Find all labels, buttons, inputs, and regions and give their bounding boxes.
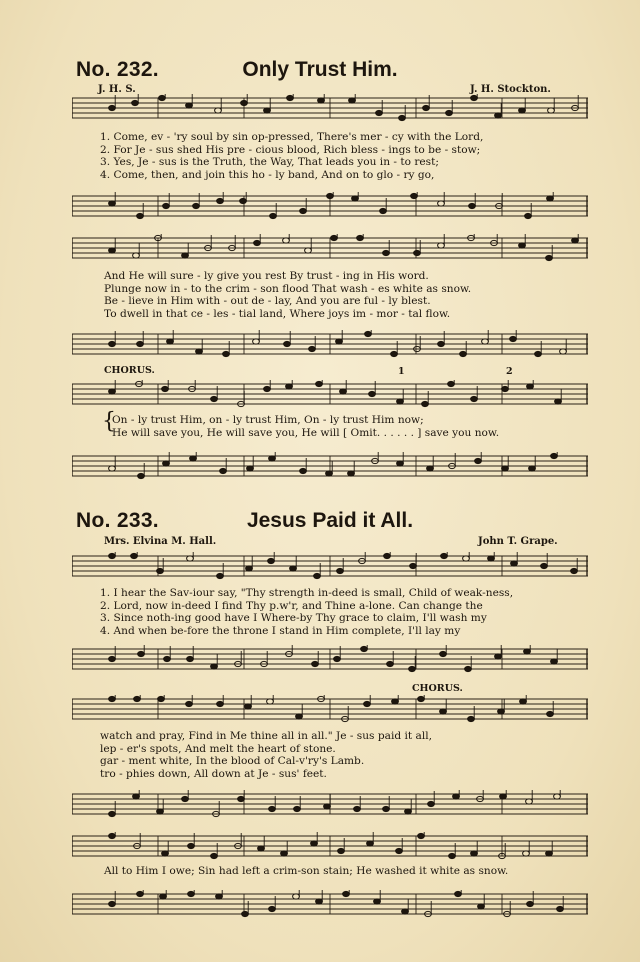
staff-lines bbox=[72, 330, 588, 368]
lyric-line: tro - phies down, All down at Je - sus' feet. bbox=[100, 767, 327, 780]
hymn-232-verses-2 bbox=[104, 270, 574, 320]
lyric-line: 2. Lord, now in-deed I find Thy p.w'r, and Thine a-lone. Can change the bbox=[100, 599, 483, 612]
staff-lines bbox=[72, 94, 588, 132]
lyric-line: Plunge now in - to the crim - son flood That wash - es white as snow. bbox=[104, 282, 472, 295]
hymn-title: Only Trust Him. bbox=[242, 58, 398, 81]
hymn-233-verses-1 bbox=[100, 587, 570, 637]
hymn-232-chorus bbox=[112, 414, 582, 439]
lyricist-credit: J. H. S. bbox=[98, 84, 136, 95]
lyric-line: Be - lieve in Him with - out de - lay, And you are ful - ly blest. bbox=[104, 295, 431, 308]
lyric-line: lep - er's spots, And melt the heart of stone. bbox=[100, 742, 336, 755]
lyric-line: gar - ment white, In the blood of Cal-v'ry's Lamb. bbox=[100, 755, 365, 768]
lyric-line: 1. Come, ev - 'ry soul by sin op-pressed, There's mer - cy with the Lord, bbox=[100, 131, 484, 143]
chorus-label: CHORUS. bbox=[412, 683, 463, 694]
staff-lines bbox=[72, 380, 588, 418]
staff-lines bbox=[72, 790, 588, 828]
lyric-line: 4. And when be-fore the throne I stand in Him complete, I'll lay my bbox=[100, 624, 461, 637]
hymn-number: No. 232. bbox=[76, 58, 159, 81]
staff-lines bbox=[72, 192, 588, 230]
staff-lines bbox=[72, 890, 588, 928]
composer-credit: John T. Grape. bbox=[478, 536, 558, 547]
composer-credit: J. H. Stockton. bbox=[470, 84, 551, 95]
staff-lines bbox=[72, 552, 588, 590]
staff-bass bbox=[72, 645, 588, 669]
lyric-line: 3. Since noth-ing good have I Where-by Thy grace to claim, I'll wash my bbox=[100, 612, 487, 625]
lyric-line: He will save you, He will save you, He will [ Omit. . . . . . ] save you now. bbox=[112, 426, 500, 439]
staff-treble bbox=[72, 832, 588, 856]
staff-treble bbox=[72, 94, 588, 118]
hymn-233-chorus bbox=[104, 865, 574, 878]
hymn-title: Jesus Paid it All. bbox=[246, 509, 414, 532]
staff-bass bbox=[72, 452, 588, 476]
lyric-line: 3. Yes, Je - sus is the Truth, the Way, That leads you in - to rest; bbox=[100, 156, 439, 169]
lyric-line: On - ly trust Him, on - ly trust Him, On - ly trust Him now; bbox=[112, 414, 424, 426]
staff-treble bbox=[72, 380, 588, 404]
lyricist-credit: Mrs. Elvina M. Hall. bbox=[104, 536, 217, 547]
staff-lines bbox=[72, 695, 588, 733]
brace-icon: { bbox=[102, 409, 116, 434]
first-ending-number: 1 bbox=[398, 366, 405, 377]
hymn-232-verses-1 bbox=[100, 131, 570, 181]
staff-treble bbox=[72, 552, 588, 576]
lyric-line: watch and pray, Find in Me thine all in all." Je - sus paid it all, bbox=[100, 730, 432, 742]
staff-bass bbox=[72, 790, 588, 814]
staff-treble bbox=[72, 695, 588, 719]
hymn-number: No. 233. bbox=[76, 509, 159, 532]
lyric-line: All to Him I owe; Sin had left a crim-son stain; He washed it white as snow. bbox=[104, 865, 509, 877]
lyric-line: 1. I hear the Sav-iour say, "Thy strength in-deed is small, Child of weak-ness, bbox=[100, 587, 514, 599]
staff-treble bbox=[72, 234, 588, 258]
lyric-line: And He will sure - ly give you rest By trust - ing in His word. bbox=[104, 270, 429, 282]
staff-bass bbox=[72, 330, 588, 354]
lyric-line: 2. For Je - sus shed His pre - cious blood, Rich bless - ings to be - stow; bbox=[100, 143, 481, 156]
second-ending-number: 2 bbox=[506, 366, 513, 377]
staff-lines bbox=[72, 452, 588, 490]
staff-lines bbox=[72, 645, 588, 683]
lyric-line: To dwell in that ce - les - tial land, Where joys im - mor - tal flow. bbox=[104, 307, 451, 320]
chorus-label: CHORUS. bbox=[104, 365, 155, 376]
hymn-233-verses-2 bbox=[100, 730, 570, 780]
staff-bass bbox=[72, 192, 588, 216]
lyric-line: 4. Come, then, and join this ho - ly band, And on to glo - ry go, bbox=[100, 168, 435, 181]
staff-lines bbox=[72, 234, 588, 272]
staff-bass bbox=[72, 890, 588, 914]
